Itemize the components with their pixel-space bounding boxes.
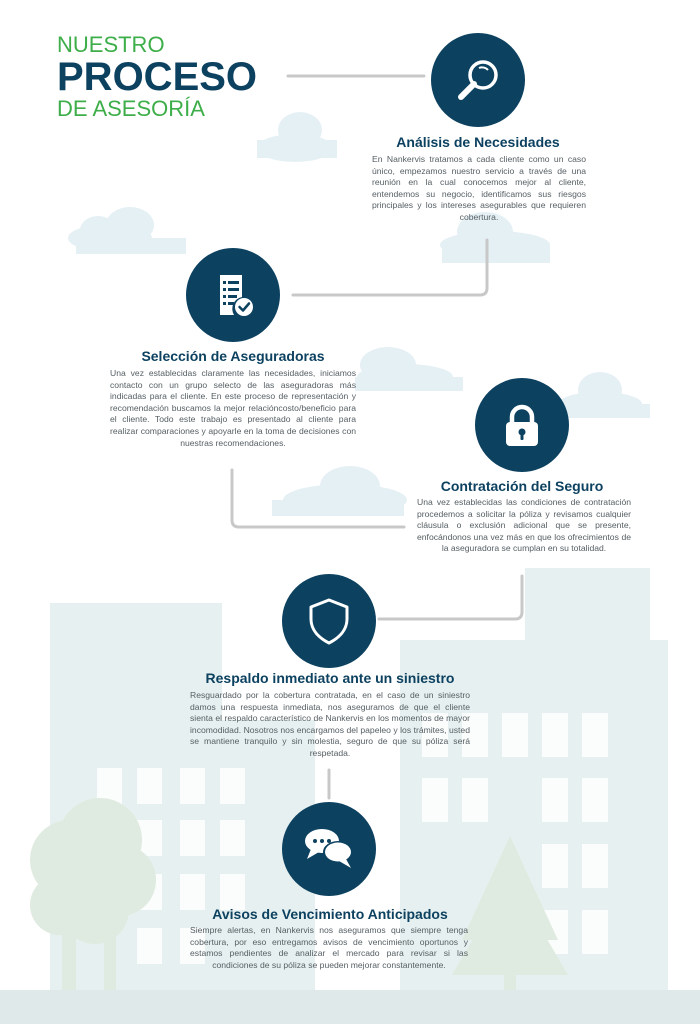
connector-1-2 [293, 240, 487, 295]
shield-icon [303, 595, 355, 647]
step-2-text: Una vez establecidas claramente las necesidades, iniciamos contacto con un grupo selecto de las aseguradoras más indicadas para el cliente. En este proceso de representación y recomendación buscamos la mejor relacióncosto/beneficio para el cliente. Todo este trabajo es presentado al cliente para realizar comparaciones y apoyarle en la toma de decisiones con nuestras recomendaciones. [110, 368, 356, 448]
title-line-2: PROCESO [57, 55, 258, 99]
title-line-3: DE ASESORÍA [57, 96, 205, 121]
step-2-title: Selección de Aseguradoras [141, 348, 325, 364]
step-1-badge [431, 33, 525, 127]
step-3-title: Contratación del Seguro [440, 478, 604, 494]
speech-bubbles-icon [301, 823, 357, 875]
magnifier-icon [452, 54, 504, 106]
step-3-badge [475, 378, 569, 472]
checklist-document-icon [207, 269, 259, 321]
step-4-badge [282, 574, 376, 668]
step-1-text: En Nankervis tratamos a cada cliente como un caso único, empezamos nuestro servicio a través de una reunión en la cual conocemos mejor al cliente, entendemos su negocio, identificamos sus riesgos principales y los intereses asegurables que requieren cobertura. [372, 154, 586, 222]
step-2-badge [186, 248, 280, 342]
step-3-text: Una vez establecidas las condiciones de contratación procedemos a solicitar la póliza y revisamos cualquier cláusula o exclusión adicional que se presente, enfocándonos una vez más en que los ofrecimientos de la aseguradora se cumplan en su totalidad. [417, 497, 631, 554]
step-5-title: Avisos de Vencimiento Anticipados [212, 906, 448, 922]
step-5-text: Siempre alertas, en Nankervis nos aseguramos que siempre tenga cobertura, por eso entregamos avisos de vencimiento oportunos y estamos pendientes de analizar el mercado para revisar si las condiciones de su póliza se pueden mejorar constantemente. [190, 925, 468, 970]
step-5-badge [282, 802, 376, 896]
step-4-title: Respaldo inmediato ante un siniestro [205, 670, 455, 686]
step-4-text: Resguardado por la cobertura contratada, en el caso de un siniestro damos una respuesta inmediata, nos aseguramos de que el cliente sienta el respaldo característico de Nankervis en los momentos de mayor incomodidad. Nosotros nos encargamos del papeleo y los trámites, usted se mantiene tranquilo y sin molestia, seguro de que su póliza será respetada. [190, 690, 470, 758]
connector-3-4 [379, 576, 522, 619]
page-title [57, 34, 257, 120]
connector-2-3 [232, 470, 404, 527]
title-line-1: NUESTRO [57, 32, 165, 57]
padlock-icon [496, 399, 548, 451]
step-1-title: Análisis de Necesidades [396, 134, 560, 150]
